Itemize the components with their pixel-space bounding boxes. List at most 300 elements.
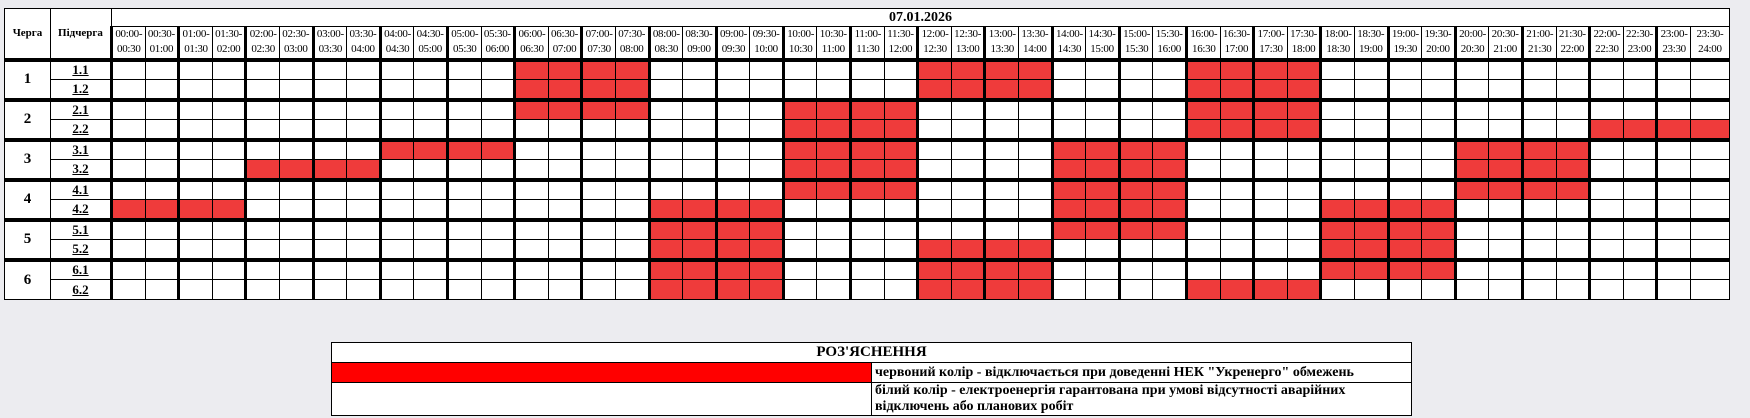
power-slot [1019,100,1053,120]
outage-slot [1321,240,1355,260]
outage-slot [1220,100,1254,120]
power-slot [1657,280,1691,300]
power-slot [1422,80,1456,100]
power-slot [783,200,817,220]
time-slot-header [145,27,179,60]
power-slot [1556,240,1590,260]
power-slot [1590,60,1624,80]
power-slot [1489,280,1523,300]
outage-slot [851,160,885,180]
outage-slot [1220,120,1254,140]
power-slot [918,200,952,220]
time-slot-end: 14:30 [1057,43,1082,56]
time-slot-start: 03:00- [316,28,344,41]
time-slot-end: 02:00 [216,43,241,56]
outage-slot [683,240,717,260]
power-slot [985,140,1019,160]
power-slot [447,100,481,120]
subqueue-link[interactable]: 6.1 [72,262,89,278]
outage-slot [548,80,582,100]
power-slot [179,180,213,200]
power-slot [212,260,246,280]
power-slot [112,80,146,100]
outage-slot [1556,180,1590,200]
power-slot [145,80,179,100]
time-slot-end: 07:00 [552,43,577,56]
time-slot-header [1254,27,1288,60]
power-slot [615,220,649,240]
power-slot [414,260,448,280]
power-slot [1623,100,1657,120]
subqueue-link[interactable]: 5.1 [72,222,89,238]
power-slot [1052,240,1086,260]
time-slot-header [615,27,649,60]
power-slot [1388,60,1422,80]
power-slot [1220,260,1254,280]
time-slot-start: 12:00- [921,28,949,41]
power-slot [1556,280,1590,300]
power-slot [1690,80,1729,100]
power-slot [1086,120,1120,140]
outage-slot [817,120,851,140]
outage-slot [1119,200,1153,220]
power-slot [145,260,179,280]
power-slot [1590,200,1624,220]
power-slot [884,280,918,300]
time-slot-start: 15:30- [1155,28,1183,41]
power-slot [1019,200,1053,220]
power-slot [649,140,683,160]
power-slot [1388,140,1422,160]
power-slot [1119,120,1153,140]
outage-slot [851,120,885,140]
power-slot [481,160,515,180]
time-slot-end: 23:00 [1627,43,1652,56]
power-slot [783,260,817,280]
power-slot [1690,180,1729,200]
power-slot [447,180,481,200]
power-slot [1657,260,1691,280]
power-slot [179,220,213,240]
power-slot [112,260,146,280]
time-slot-start: 16:30- [1222,28,1250,41]
power-slot [548,140,582,160]
subqueue-link[interactable]: 4.2 [72,200,89,216]
outage-slot [1287,80,1321,100]
outage-slot [279,160,313,180]
time-slot-header [1489,27,1523,60]
power-slot [414,160,448,180]
power-slot [548,240,582,260]
power-slot [1455,280,1489,300]
power-slot [380,160,414,180]
power-slot [179,160,213,180]
outage-slot [1354,240,1388,260]
outage-slot [1388,260,1422,280]
power-slot [447,80,481,100]
outage-slot [951,60,985,80]
power-slot [380,120,414,140]
time-slot-end: 12:00 [888,43,913,56]
time-slot-header [313,27,347,60]
subqueue-link[interactable]: 2.1 [72,102,89,118]
time-slot-end: 20:00 [1426,43,1450,56]
power-slot [246,240,280,260]
subqueue-cell [51,200,112,220]
time-slot-header [1220,27,1254,60]
time-slot-end: 18:30 [1326,43,1350,56]
time-slot-end: 05:30 [452,43,477,56]
subqueue-row [5,60,1730,80]
time-slot-start: 06:30- [551,28,578,41]
time-slot-start: 00:30- [147,28,175,41]
subqueue-link[interactable]: 6.2 [72,281,89,297]
subqueue-row [5,100,1730,120]
power-slot [1388,120,1422,140]
power-slot [1590,100,1624,120]
subqueue-cell [51,100,112,120]
power-slot [615,180,649,200]
power-slot [985,200,1019,220]
power-slot [1254,220,1288,240]
power-slot [750,80,784,100]
time-slot-header [1086,27,1120,60]
power-slot [783,80,817,100]
time-slot-end: 00:30 [117,43,141,56]
power-slot [1287,220,1321,240]
outage-slot [649,220,683,240]
power-slot [750,100,784,120]
subqueue-link[interactable]: 2.2 [72,120,89,136]
time-slot-start: 23:00- [1660,28,1688,41]
outage-slot [951,240,985,260]
power-slot [380,200,414,220]
outage-slot [750,260,784,280]
subqueue-row [5,140,1730,160]
power-slot [481,60,515,80]
power-slot [1119,280,1153,300]
power-slot [1657,240,1691,260]
power-slot [851,240,885,260]
power-slot [1489,240,1523,260]
power-slot [1690,60,1729,80]
power-slot [145,160,179,180]
power-slot [582,260,616,280]
time-slot-start: 22:00- [1593,28,1621,41]
power-slot [1354,280,1388,300]
power-slot [1321,160,1355,180]
power-slot [851,200,885,220]
power-slot [1489,100,1523,120]
outage-slot [1153,200,1187,220]
power-slot [851,280,885,300]
time-slot-header [1019,27,1053,60]
power-slot [1254,240,1288,260]
power-slot [1254,160,1288,180]
outage-slot [179,200,213,220]
power-slot [1321,100,1355,120]
power-slot [985,120,1019,140]
subqueue-row [5,180,1730,200]
power-slot [347,140,381,160]
power-slot [582,140,616,160]
power-slot [884,220,918,240]
outage-slot [1321,200,1355,220]
power-slot [1455,100,1489,120]
time-slot-end: 10:30 [788,43,813,56]
outage-slot [1321,260,1355,280]
outage-slot [515,80,549,100]
power-slot [1388,80,1422,100]
power-slot [1690,220,1729,240]
subqueue-row [5,200,1730,220]
power-slot [1119,240,1153,260]
outage-slot [1254,100,1288,120]
power-slot [212,100,246,120]
outage-slot [1086,200,1120,220]
outage-slot [649,200,683,220]
time-slot-header [683,27,717,60]
time-slot-end: 10:00 [754,43,778,56]
power-slot [1590,260,1624,280]
power-slot [380,100,414,120]
power-slot [212,60,246,80]
power-slot [380,180,414,200]
outage-slot [212,200,246,220]
power-slot [1522,260,1556,280]
power-slot [548,280,582,300]
subqueue-row [5,120,1730,140]
power-slot [1086,240,1120,260]
power-slot [1019,140,1053,160]
power-slot [212,280,246,300]
outage-slot [1019,280,1053,300]
outage-slot [112,200,146,220]
queue-label: 1 [5,60,51,100]
outage-slot [1254,120,1288,140]
time-slot-header [1455,27,1489,60]
outage-slot [1119,160,1153,180]
power-slot [1455,120,1489,140]
power-slot [515,140,549,160]
power-slot [582,200,616,220]
power-slot [212,180,246,200]
legend-swatch-red [332,363,872,383]
power-slot [1623,80,1657,100]
power-slot [246,60,280,80]
outage-slot [1052,140,1086,160]
outage-slot [1489,140,1523,160]
outage-slot [447,140,481,160]
power-slot [1287,260,1321,280]
power-slot [1321,120,1355,140]
power-slot [1052,60,1086,80]
power-slot [1455,220,1489,240]
subqueue-cell [51,160,112,180]
time-slot-start: 20:30- [1491,28,1519,41]
power-slot [918,140,952,160]
power-slot [1489,60,1523,80]
power-slot [246,220,280,240]
time-slot-header [851,27,885,60]
outage-slot [1254,60,1288,80]
subqueue-cell [51,140,112,160]
subqueue-cell [51,260,112,280]
outage-slot [649,240,683,260]
time-slot-start: 21:00- [1526,28,1554,41]
power-slot [615,160,649,180]
time-slot-header [347,27,381,60]
power-slot [279,260,313,280]
outage-slot [1455,180,1489,200]
subqueue-cell [51,80,112,100]
power-slot [1455,200,1489,220]
power-slot [1690,200,1729,220]
power-slot [615,240,649,260]
power-slot [145,120,179,140]
time-slot-start: 17:00- [1257,28,1285,41]
time-slot-header [548,27,582,60]
subqueue-link[interactable]: 1.1 [72,62,89,78]
outage-slot [817,160,851,180]
outage-slot [1019,60,1053,80]
outage-slot [1187,100,1221,120]
power-slot [515,160,549,180]
power-slot [1187,180,1221,200]
outage-slot [1388,200,1422,220]
power-slot [582,180,616,200]
power-slot [1623,140,1657,160]
time-slot-start: 02:30- [282,28,310,41]
power-slot [515,120,549,140]
power-slot [918,220,952,240]
power-slot [783,60,817,80]
power-slot [1052,80,1086,100]
power-slot [1254,140,1288,160]
time-slot-header [649,27,683,60]
outage-slot [1052,160,1086,180]
power-slot [783,240,817,260]
outage-slot [716,200,750,220]
time-slot-end: 04:00 [351,43,375,56]
time-slot-start: 16:00- [1190,28,1218,41]
power-slot [246,260,280,280]
power-slot [1556,60,1590,80]
power-slot [112,120,146,140]
time-slot-header [1052,27,1086,60]
power-slot [246,140,280,160]
power-slot [313,120,347,140]
time-slot-header [1657,27,1691,60]
power-slot [279,100,313,120]
power-slot [548,200,582,220]
subqueue-link[interactable]: 4.1 [72,182,89,198]
outage-slot [1321,220,1355,240]
power-slot [1187,140,1221,160]
time-slot-header [1590,27,1624,60]
time-slot-end: 03:30 [318,43,343,56]
power-slot [1187,160,1221,180]
power-slot [548,220,582,240]
power-slot [112,240,146,260]
outage-slot [683,220,717,240]
power-slot [1522,220,1556,240]
legend-table [331,342,1412,416]
power-slot [750,160,784,180]
time-slot-start: 19:30- [1424,28,1452,41]
power-slot [951,220,985,240]
time-slot-end: 09:00 [687,43,711,56]
outage-slot [313,160,347,180]
power-slot [1321,140,1355,160]
legend-text-red: червоний колір - відключається при доведенні НЕК "Укренерго" обмежень [872,363,1412,383]
power-slot [179,280,213,300]
outage-slot [1590,120,1624,140]
time-slot-start: 12:30- [954,28,982,41]
subqueue-column-header: Підчерга [51,9,112,60]
power-slot [582,280,616,300]
power-slot [481,200,515,220]
power-slot [1052,280,1086,300]
legend-text-white: білий колір - електроенергія гарантована при умові відсутності аварійних відключень або планових робіт [872,383,1412,416]
power-slot [1690,160,1729,180]
subqueue-link[interactable]: 3.2 [72,160,89,176]
power-slot [951,120,985,140]
power-slot [1287,140,1321,160]
time-slot-header [1388,27,1422,60]
power-slot [279,80,313,100]
power-slot [380,280,414,300]
power-slot [1086,100,1120,120]
outage-slot [783,180,817,200]
subqueue-link[interactable]: 1.2 [72,80,89,96]
power-slot [414,220,448,240]
outage-slot [1052,200,1086,220]
power-slot [313,60,347,80]
power-slot [1086,260,1120,280]
subqueue-link[interactable]: 5.2 [72,240,89,256]
power-slot [1422,160,1456,180]
power-slot [515,220,549,240]
power-slot [1422,180,1456,200]
subqueue-link[interactable]: 3.1 [72,142,89,158]
outage-slot [1119,140,1153,160]
time-slot-header [1119,27,1153,60]
outage-slot [1489,180,1523,200]
subqueue-cell [51,220,112,240]
outage-slot [582,60,616,80]
time-slot-end: 08:00 [619,43,644,56]
power-slot [548,260,582,280]
outage-slot [615,60,649,80]
power-slot [447,160,481,180]
time-slot-end: 22:30 [1595,43,1619,56]
power-slot [1623,220,1657,240]
time-slot-start: 11:30- [887,28,914,41]
power-slot [414,180,448,200]
power-slot [1556,200,1590,220]
queue-column-header: Черга [5,9,51,60]
power-slot [582,160,616,180]
power-slot [1590,240,1624,260]
power-slot [212,80,246,100]
time-slot-end: 15:00 [1090,43,1114,56]
power-slot [1590,140,1624,160]
power-slot [951,100,985,120]
power-slot [851,220,885,240]
time-slot-header [1556,27,1590,60]
outage-slot [145,200,179,220]
